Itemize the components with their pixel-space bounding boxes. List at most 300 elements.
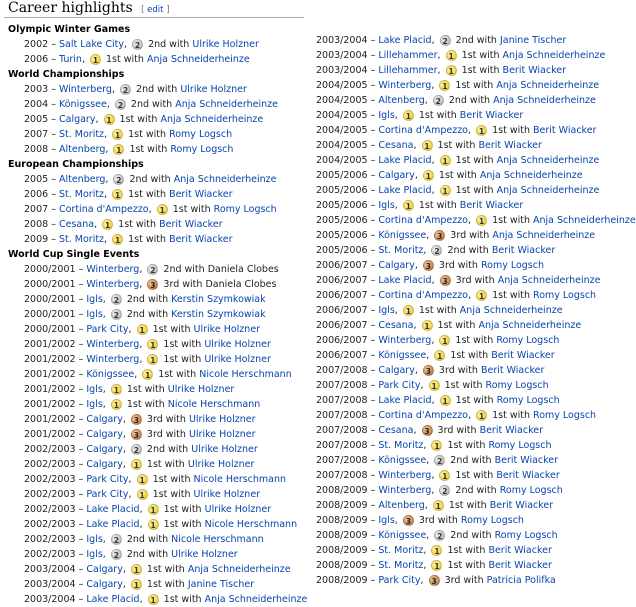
gold-medal-icon: 1: [440, 185, 451, 196]
partner-name[interactable]: Anja Schneiderheinze: [204, 594, 308, 605]
location-link[interactable]: Winterberg: [86, 279, 140, 290]
partner-name[interactable]: Ulrike Holzner: [171, 549, 238, 560]
result-row: 2000/2001 – Winterberg, 3 3rd with Daniela Clobes: [24, 279, 277, 290]
partner-name[interactable]: Berit Wiacker: [459, 200, 524, 211]
location-link[interactable]: Lake Placid: [378, 185, 432, 196]
result-row: 2003/2004 – Lake Placid, 2 2nd with Janine Tischer: [316, 35, 567, 46]
gold-medal-icon: 1: [102, 219, 113, 230]
season-label: 2004/2005: [316, 140, 368, 151]
result-row: 2006 – Turin, 1 1st with Anja Schneiderheinze: [24, 54, 250, 65]
location-link[interactable]: Lake Placid: [378, 35, 432, 46]
result-text: 3rd with: [163, 279, 203, 290]
partner-name[interactable]: Berit Wiacker: [480, 365, 545, 376]
location-link[interactable]: Calgary: [86, 414, 123, 425]
location-link[interactable]: Winterberg: [378, 485, 432, 496]
partner-name[interactable]: Anja Schneiderheinze: [496, 185, 600, 196]
location-link[interactable]: Park City: [86, 324, 129, 335]
season-label: 2009: [24, 234, 49, 245]
location-link[interactable]: Altenberg: [378, 95, 425, 106]
location-link[interactable]: Igls: [378, 305, 395, 316]
season-label: 2002/2003: [24, 474, 76, 485]
partner-name[interactable]: Anja Schneiderheinze: [492, 230, 596, 241]
location-link[interactable]: Lake Placid: [86, 504, 140, 515]
season-label: 2006/2007: [316, 260, 368, 271]
result-text: 2nd with: [450, 455, 492, 466]
season-label: 2004/2005: [316, 95, 368, 106]
result-text: 1st with: [447, 545, 486, 556]
location-link[interactable]: Park City: [378, 575, 421, 586]
location-link[interactable]: Igls: [378, 110, 395, 121]
result-row: 2003/2004 – Lillehammer, 1 1st with Berit Wiacker: [316, 65, 566, 76]
partner-name[interactable]: Anja Schneiderheinze: [533, 215, 636, 226]
result-text: 2nd with: [146, 444, 189, 455]
gold-medal-icon: 1: [403, 200, 414, 211]
partner-name[interactable]: Nicole Herschmann: [167, 399, 261, 410]
season-label: 2008/2009: [316, 545, 368, 556]
gold-medal-icon: 1: [131, 564, 142, 575]
season-label: 2007/2008: [316, 425, 368, 436]
partner-name[interactable]: Ulrike Holzner: [192, 39, 259, 50]
partner-name[interactable]: Berit Wiacker: [496, 470, 560, 481]
result-row: 2009 – St. Moritz, 1 1st with Berit Wiacker: [24, 234, 233, 245]
partner-name[interactable]: Anja Schneiderheinze: [146, 54, 250, 65]
location-link[interactable]: Calgary: [378, 365, 415, 376]
partner-name[interactable]: Berit Wiacker: [459, 110, 524, 121]
season-label: 2005/2006: [316, 215, 368, 226]
season-label: 2000/2001: [24, 294, 76, 305]
gold-medal-icon: 1: [439, 80, 450, 91]
result-text: 2nd with: [130, 99, 173, 110]
result-row: 2006/2007 – Igls, 1 1st with Anja Schneiderheinze: [316, 305, 563, 316]
season-label: 2002/2003: [24, 549, 76, 560]
result-row: 2006/2007 – Lake Placid, 3 3rd with Anja Schneiderheinze: [316, 275, 601, 286]
result-text: 1st with: [455, 185, 494, 196]
location-link[interactable]: St. Moritz: [378, 440, 424, 451]
result-text: 1st with: [126, 399, 165, 410]
location-link[interactable]: Igls: [378, 515, 395, 526]
result-row: 2004 – Königssee, 2 2nd with Anja Schneiderheinze: [24, 99, 278, 110]
location-link[interactable]: Cortina d'Ampezzo: [58, 204, 149, 215]
location-link[interactable]: Cortina d'Ampezzo: [378, 290, 468, 301]
partner-name[interactable]: Ulrike Holzner: [180, 84, 247, 95]
location-link[interactable]: Winterberg: [378, 470, 432, 481]
gold-medal-icon: 1: [434, 350, 445, 361]
season-label: 2002/2003: [24, 519, 76, 530]
result-text: 1st with: [152, 324, 191, 335]
gold-medal-icon: 1: [431, 440, 442, 451]
result-text: 2nd with: [450, 530, 492, 541]
result-text: 1st with: [450, 350, 489, 361]
result-text: 2nd with: [455, 35, 497, 46]
location-link[interactable]: Cortina d'Ampezzo: [378, 215, 468, 226]
partner-name[interactable]: Romy Logsch: [499, 485, 563, 496]
partner-name[interactable]: Ulrike Holzner: [204, 339, 271, 350]
partner-name[interactable]: Berit Wiacker: [479, 425, 543, 436]
partner-name[interactable]: Berit Wiacker: [488, 560, 552, 571]
partner-name[interactable]: Romy Logsch: [213, 204, 277, 215]
result-text: 1st with: [163, 594, 202, 605]
result-row: 2007/2008 – Cesana, 3 3rd with Berit Wiacker: [316, 425, 543, 436]
result-text: 1st with: [447, 560, 486, 571]
partner-name[interactable]: Berit Wiacker: [169, 234, 233, 245]
season-label: 2008/2009: [316, 560, 368, 571]
result-text: 1st with: [163, 354, 202, 365]
location-link[interactable]: Lake Placid: [378, 395, 432, 406]
season-label: 2008/2009: [316, 485, 368, 496]
result-row: 2008/2009 – Igls, 3 3rd with Romy Logsch: [316, 515, 524, 526]
result-text: 1st with: [461, 50, 500, 61]
season-label: 2004: [24, 99, 49, 110]
partner-name[interactable]: Anja Schneiderheinze: [502, 50, 606, 61]
location-link[interactable]: Calgary: [86, 444, 123, 455]
partner-name[interactable]: Ulrike Holzner: [188, 429, 256, 440]
location-link[interactable]: Calgary: [86, 459, 123, 470]
season-label: 2007/2008: [316, 455, 368, 466]
result-row: 2006/2007 – Cesana, 1 1st with Anja Schneiderheinze: [316, 320, 582, 331]
result-text: 1st with: [146, 579, 185, 590]
result-text: 1st with: [492, 125, 530, 136]
gold-medal-icon: 1: [423, 170, 434, 181]
result-row: 2005/2006 – Cortina d'Ampezzo, 1 1st with Anja Schneiderheinze: [316, 215, 636, 226]
partner-name[interactable]: Berit Wiacker: [478, 140, 542, 151]
season-label: 2002: [24, 39, 49, 50]
result-text: 1st with: [455, 395, 494, 406]
season-label: 2005/2006: [316, 185, 368, 196]
partner-name[interactable]: Berit Wiacker: [502, 65, 566, 76]
season-label: 2008: [24, 144, 49, 155]
result-text: 1st with: [119, 114, 158, 125]
result-row: 2008/2009 – St. Moritz, 1 1st with Berit Wiacker: [316, 560, 552, 571]
section-heading: Olympic Winter Games: [8, 24, 131, 35]
silver-medal-icon: 2: [431, 245, 442, 256]
partner-name[interactable]: Kerstin Szymkowiak: [171, 309, 266, 320]
gold-medal-icon: 1: [148, 594, 159, 605]
result-text: 1st with: [444, 380, 483, 391]
season-label: 2005/2006: [316, 170, 368, 181]
gold-medal-icon: 1: [422, 140, 433, 151]
partner-name[interactable]: Ulrike Holzner: [167, 384, 235, 395]
partner-name[interactable]: Ulrike Holzner: [187, 459, 255, 470]
location-link[interactable]: Königssee: [378, 530, 427, 541]
partner-name[interactable]: Anja Schneiderheinze: [160, 114, 264, 125]
season-label: 2007/2008: [316, 410, 368, 421]
season-label: 2006/2007: [316, 320, 368, 331]
location-link[interactable]: Calgary: [58, 114, 96, 125]
gold-medal-icon: 1: [476, 125, 487, 136]
partner-name[interactable]: Anja Schneiderheinze: [496, 155, 600, 166]
location-link[interactable]: Cortina d'Ampezzo: [378, 410, 468, 421]
partner-name[interactable]: Anja Schneiderheinze: [478, 320, 582, 331]
result-text: 1st with: [455, 470, 494, 481]
partner-name: Daniela Clobes: [207, 264, 279, 275]
result-row: 2001/2002 – Königssee, 1 1st with Nicole Herschmann: [24, 369, 292, 380]
location-link[interactable]: Winterberg: [378, 80, 432, 91]
result-text: 1st with: [492, 290, 530, 301]
result-row: 2005/2006 – St. Moritz, 2 2nd with Berit Wiacker: [316, 245, 556, 256]
partner-name[interactable]: Janine Tischer: [187, 579, 255, 590]
partner-name: Daniela Clobes: [205, 279, 277, 290]
partner-name[interactable]: Romy Logsch: [496, 395, 560, 406]
location-link[interactable]: Königssee: [378, 350, 427, 361]
partner-name[interactable]: Patricia Polifka: [486, 575, 556, 586]
location-link[interactable]: Altenberg: [58, 144, 106, 155]
result-text: 1st with: [146, 459, 185, 470]
season-label: 2002/2003: [24, 534, 76, 545]
gold-medal-icon: 1: [131, 579, 142, 590]
season-label: 2001/2002: [24, 354, 76, 365]
silver-medal-icon: 2: [111, 549, 122, 560]
location-link[interactable]: St. Moritz: [378, 545, 424, 556]
season-label: 2008/2009: [316, 530, 368, 541]
partner-name[interactable]: Ulrike Holzner: [193, 324, 261, 335]
bronze-medal-icon: 3: [403, 515, 414, 526]
season-label: 2007/2008: [316, 395, 368, 406]
location-link[interactable]: Cesana: [378, 425, 414, 436]
partner-name[interactable]: Ulrike Holzner: [193, 489, 261, 500]
location-link[interactable]: St. Moritz: [58, 234, 105, 245]
location-link[interactable]: Königssee: [86, 369, 135, 380]
location-link[interactable]: Cesana: [378, 320, 414, 331]
result-text: 2nd with: [126, 309, 169, 320]
result-row: 2003/2004 – Calgary, 1 1st with Anja Schneiderheinze: [24, 564, 291, 575]
location-link[interactable]: Cortina d'Ampezzo: [378, 125, 468, 136]
section-heading: European Championships: [8, 159, 144, 170]
partner-name[interactable]: Romy Logsch: [496, 335, 560, 346]
partner-name[interactable]: Romy Logsch: [480, 260, 544, 271]
location-link[interactable]: Igls: [86, 534, 103, 545]
result-row: 2004/2005 – Igls, 1 1st with Berit Wiacker: [316, 110, 524, 121]
partner-name[interactable]: Ulrike Holzner: [204, 354, 271, 365]
partner-name[interactable]: Berit Wiacker: [488, 545, 552, 556]
partner-name[interactable]: Ulrike Holzner: [204, 504, 272, 515]
result-text: 1st with: [163, 339, 202, 350]
partner-name[interactable]: Nicole Herschmann: [199, 369, 292, 380]
partner-name[interactable]: Anja Schneiderheinze: [493, 95, 596, 106]
partner-name[interactable]: Romy Logsch: [460, 515, 524, 526]
location-link[interactable]: Königssee: [378, 230, 427, 241]
section-heading: World Championships: [8, 69, 125, 80]
result-row: 2005 – Altenberg, 2 2nd with Anja Schneiderheinze: [24, 174, 277, 185]
location-link[interactable]: Lake Placid: [86, 594, 140, 605]
result-row: 2000/2001 – Igls, 2 2nd with Kerstin Szymkowiak: [24, 294, 266, 305]
partner-name[interactable]: Romy Logsch: [170, 144, 234, 155]
season-label: 2001/2002: [24, 384, 76, 395]
gold-medal-icon: 1: [476, 410, 487, 421]
location-link[interactable]: Winterberg: [58, 84, 112, 95]
gold-medal-icon: 1: [440, 155, 451, 166]
location-link[interactable]: Park City: [378, 380, 421, 391]
location-link[interactable]: Salt Lake City: [58, 39, 124, 50]
partner-name[interactable]: Anja Schneiderheinze: [496, 80, 600, 91]
season-label: 2003/2004: [316, 35, 368, 46]
result-row: 2007 – St. Moritz, 1 1st with Romy Logsch: [24, 129, 233, 140]
season-label: 2001/2002: [24, 369, 76, 380]
season-label: 2006/2007: [316, 290, 368, 301]
result-text: 1st with: [418, 110, 457, 121]
location-link[interactable]: Igls: [378, 200, 395, 211]
gold-medal-icon: 1: [429, 380, 440, 391]
result-text: 2nd with: [448, 95, 491, 106]
partner-name[interactable]: Anja Schneiderheinze: [497, 275, 601, 286]
season-label: 2006/2007: [316, 275, 368, 286]
result-text: 1st with: [128, 129, 167, 140]
location-link[interactable]: Altenberg: [378, 500, 425, 511]
result-text: 1st with: [447, 440, 486, 451]
partner-name[interactable]: Janine Tischer: [499, 35, 567, 46]
location-link[interactable]: Park City: [86, 489, 129, 500]
location-link[interactable]: Calgary: [378, 170, 415, 181]
result-row: 2008 – Cesana, 1 1st with Berit Wiacker: [24, 219, 223, 230]
result-row: 2002/2003 – Calgary, 2 2nd with Ulrike Holzner: [24, 444, 258, 455]
partner-name[interactable]: Romy Logsch: [169, 129, 233, 140]
partner-name[interactable]: Romy Logsch: [533, 290, 597, 301]
partner-name[interactable]: Ulrike Holzner: [191, 444, 258, 455]
result-row: 2000/2001 – Winterberg, 2 2nd with Daniela Clobes: [24, 264, 279, 275]
location-link[interactable]: Königssee: [58, 99, 107, 110]
location-link[interactable]: Winterberg: [86, 264, 140, 275]
gold-medal-icon: 1: [157, 204, 168, 215]
season-label: 2000/2001: [24, 279, 76, 290]
location-link[interactable]: Winterberg: [86, 339, 140, 350]
bronze-medal-icon: 3: [429, 575, 440, 586]
partner-name[interactable]: Romy Logsch: [533, 410, 597, 421]
location-link[interactable]: Cesana: [58, 219, 95, 230]
result-text: 1st with: [455, 80, 494, 91]
partner-name[interactable]: Nicole Herschmann: [193, 474, 287, 485]
partner-name[interactable]: Romy Logsch: [494, 530, 558, 541]
silver-medal-icon: 2: [132, 39, 143, 50]
location-link[interactable]: Lake Placid: [378, 275, 432, 286]
location-link[interactable]: St. Moritz: [58, 129, 105, 140]
gold-medal-icon: 1: [111, 399, 122, 410]
gold-medal-icon: 1: [147, 339, 158, 350]
gold-medal-icon: 1: [148, 519, 159, 530]
location-link[interactable]: St. Moritz: [378, 245, 424, 256]
location-link[interactable]: Lake Placid: [378, 155, 432, 166]
result-text: 3rd with: [418, 515, 458, 526]
gold-medal-icon: 1: [112, 189, 123, 200]
location-link[interactable]: Igls: [86, 549, 103, 560]
season-label: 2002/2003: [24, 459, 76, 470]
location-link[interactable]: Winterberg: [378, 335, 432, 346]
season-label: 2004/2005: [316, 80, 368, 91]
partner-name[interactable]: Anja Schneiderheinze: [459, 305, 563, 316]
season-label: 2005/2006: [316, 230, 368, 241]
result-text: 1st with: [152, 474, 191, 485]
partner-name[interactable]: Anja Schneiderheinze: [187, 564, 291, 575]
result-row: 2002/2003 – Lake Placid, 1 1st with Ulrike Holzner: [24, 504, 272, 515]
partner-name[interactable]: Berit Wiacker: [533, 125, 597, 136]
location-link[interactable]: Calgary: [86, 564, 123, 575]
location-link[interactable]: Igls: [86, 294, 103, 305]
partner-name[interactable]: Anja Schneiderheinze: [175, 99, 278, 110]
location-link[interactable]: Turin: [58, 54, 82, 65]
partner-name[interactable]: Romy Logsch: [488, 440, 552, 451]
location-link[interactable]: Altenberg: [58, 174, 106, 185]
location-link[interactable]: Lillehammer: [378, 65, 438, 76]
right-column: [300, 33, 636, 588]
partner-name[interactable]: Kerstin Szymkowiak: [171, 294, 266, 305]
location-link[interactable]: Calgary: [86, 579, 123, 590]
location-link[interactable]: Igls: [86, 399, 103, 410]
result-text: 1st with: [461, 65, 500, 76]
gold-medal-icon: 1: [431, 560, 442, 571]
location-link[interactable]: Park City: [86, 474, 129, 485]
heading-divider: [4, 17, 304, 18]
gold-medal-icon: 1: [476, 215, 487, 226]
location-link[interactable]: Cesana: [378, 140, 414, 151]
season-label: 2004/2005: [316, 125, 368, 136]
location-link[interactable]: Igls: [86, 384, 103, 395]
season-label: 2004/2005: [316, 110, 368, 121]
season-label: 2007/2008: [316, 470, 368, 481]
location-link[interactable]: Calgary: [86, 429, 123, 440]
partner-name[interactable]: Romy Logsch: [485, 380, 549, 391]
result-row: 2008/2009 – Winterberg, 2 2nd with Romy Logsch: [316, 485, 563, 496]
partner-name[interactable]: Nicole Herschmann: [204, 519, 298, 530]
season-label: 2008: [24, 219, 49, 230]
partner-name[interactable]: Ulrike Holzner: [188, 414, 256, 425]
gold-medal-icon: 1: [104, 114, 115, 125]
season-label: 2006/2007: [316, 350, 368, 361]
season-label: 2000/2001: [24, 309, 76, 320]
result-text: 1st with: [492, 215, 530, 226]
silver-medal-icon: 2: [111, 294, 122, 305]
result-row: 2002/2003 – Calgary, 1 1st with Ulrike Holzner: [24, 459, 255, 470]
bronze-medal-icon: 3: [131, 414, 142, 425]
partner-name[interactable]: Anja Schneiderheinze: [479, 170, 583, 181]
partner-name[interactable]: Berit Wiacker: [491, 350, 555, 361]
location-link[interactable]: Igls: [86, 309, 103, 320]
season-label: 2007/2008: [316, 380, 368, 391]
location-link[interactable]: Lake Placid: [86, 519, 140, 530]
result-text: 3rd with: [146, 414, 186, 425]
location-link[interactable]: Winterberg: [86, 354, 140, 365]
partner-name[interactable]: Berit Wiacker: [489, 500, 554, 511]
result-row: 2004/2005 – Lake Placid, 1 1st with Anja Schneiderheinze: [316, 155, 600, 166]
partner-name[interactable]: Anja Schneiderheinze: [173, 174, 277, 185]
partner-name[interactable]: Berit Wiacker: [159, 219, 223, 230]
season-label: 2000/2001: [24, 264, 76, 275]
result-text: 1st with: [158, 369, 197, 380]
location-link[interactable]: Lillehammer: [378, 50, 438, 61]
season-label: 2005: [24, 114, 49, 125]
silver-medal-icon: 2: [434, 530, 445, 541]
partner-name[interactable]: Berit Wiacker: [169, 189, 233, 200]
location-link[interactable]: St. Moritz: [58, 189, 105, 200]
page-title: [8, 0, 170, 16]
location-link[interactable]: Königssee: [378, 455, 427, 466]
result-row: 2005 – Calgary, 1 1st with Anja Schneiderheinze: [24, 114, 264, 125]
result-text: 2nd with: [126, 294, 169, 305]
partner-name[interactable]: Berit Wiacker: [494, 455, 559, 466]
season-label: 2007: [24, 129, 49, 140]
gold-medal-icon: 1: [422, 320, 433, 331]
result-row: 2008 – Altenberg, 1 1st with Romy Logsch: [24, 144, 234, 155]
partner-name[interactable]: Nicole Herschmann: [171, 534, 264, 545]
gold-medal-icon: 1: [446, 50, 457, 61]
result-row: 2001/2002 – Winterberg, 1 1st with Ulrike Holzner: [24, 354, 271, 365]
season-label: 2008/2009: [316, 500, 368, 511]
result-text: 1st with: [118, 219, 157, 230]
location-link[interactable]: Calgary: [378, 260, 415, 271]
location-link[interactable]: St. Moritz: [378, 560, 424, 571]
silver-medal-icon: 2: [147, 264, 158, 275]
partner-name[interactable]: Berit Wiacker: [491, 245, 556, 256]
edit-link[interactable]: edit: [147, 5, 164, 15]
result-text: 1st with: [418, 305, 457, 316]
result-text: 3rd with: [450, 230, 490, 241]
